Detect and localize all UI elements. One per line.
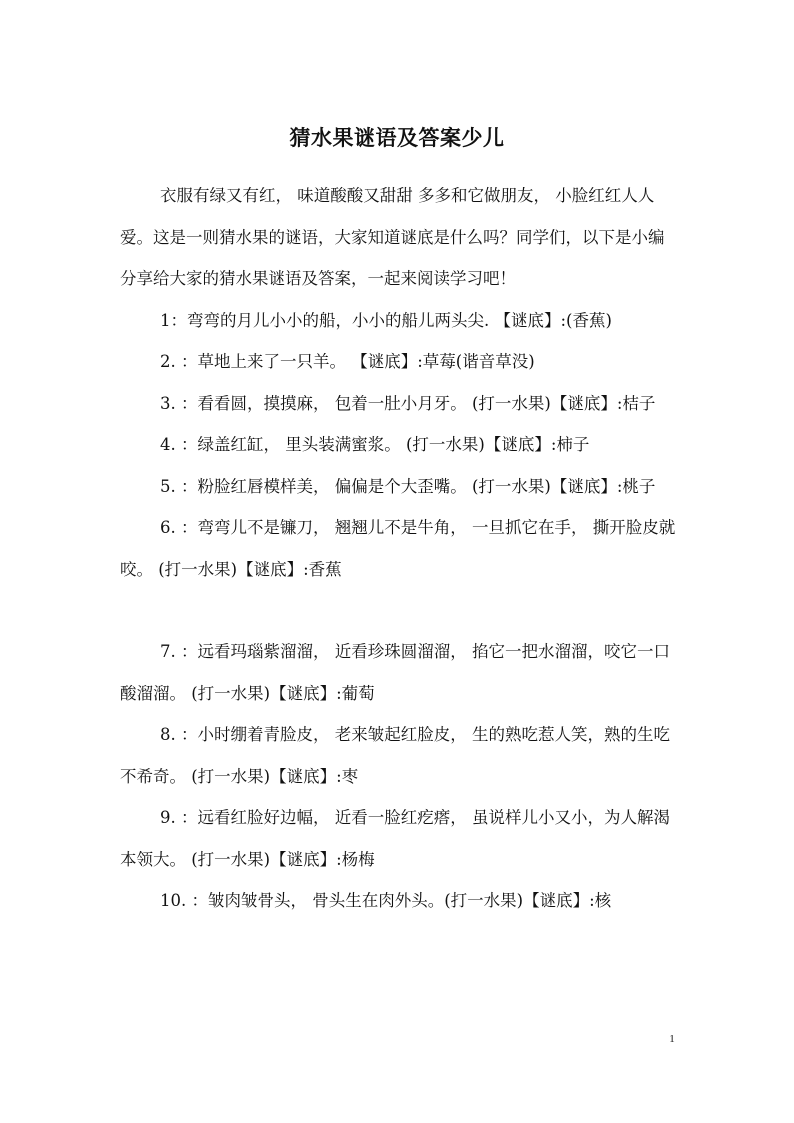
intro-paragraph: 衣服有绿又有红， 味道酸酸又甜甜 多多和它做朋友， 小脸红红人人爱。这是一则猜水果的谜语，大家知道谜底是什么吗？同学们，以下是小编分享给大家的猜水果谜语及答案，一起来阅读学习吧！ (120, 186, 665, 288)
document-title: 猜水果谜语及答案少儿 (289, 125, 505, 150)
riddle-item: 2. ：草地上来了一只羊。 【谜底】:草莓(谐音草没) (160, 352, 535, 371)
riddle-item: 5. ：粉脸红唇模样美， 偏偏是个大歪嘴。 (打一水果)【谜底】:桃子 (160, 476, 656, 496)
riddle-item: 6. ：弯弯儿不是镰刀， 翘翘儿不是牛角， 一旦抓它在手， 撕开脸皮就咬。 (打一水果)【谜底】:香蕉 (120, 518, 676, 579)
page-number: 1 (669, 1033, 675, 1045)
riddle-item: 4. ：绿盖红缸， 里头装满蜜浆。 (打一水果)【谜底】:柿子 (160, 435, 590, 454)
riddle-item: 3. ：看看圆，摸摸麻， 包着一肚小月牙。 (打一水果)【谜底】:桔子 (160, 393, 656, 413)
riddle-item: 9. ：远看红脸好边幅， 近看一脸红疙瘩， 虽说样儿小又小，为人解渴本领大。 (打一水果)【谜底】:杨梅 (120, 808, 670, 869)
riddle-item: 1：弯弯的月儿小小的船，小小的船儿两头尖. 【谜底】:(香蕉) (160, 310, 612, 330)
riddle-item: 10. ：皱肉皱骨头， 骨头生在肉外头。(打一水果)【谜底】:核 (160, 891, 612, 910)
riddle-item: 7. ：远看玛瑙紫溜溜， 近看珍珠圆溜溜， 掐它一把水溜溜，咬它一口酸溜溜。 (打一水果)【谜底】:葡萄 (120, 642, 670, 703)
riddle-item: 8. ：小时绷着青脸皮， 老来皱起红脸皮， 生的熟吃惹人笑，熟的生吃不希奇。 (打一水果)【谜底】:枣 (120, 725, 670, 786)
document-body (120, 175, 680, 922)
